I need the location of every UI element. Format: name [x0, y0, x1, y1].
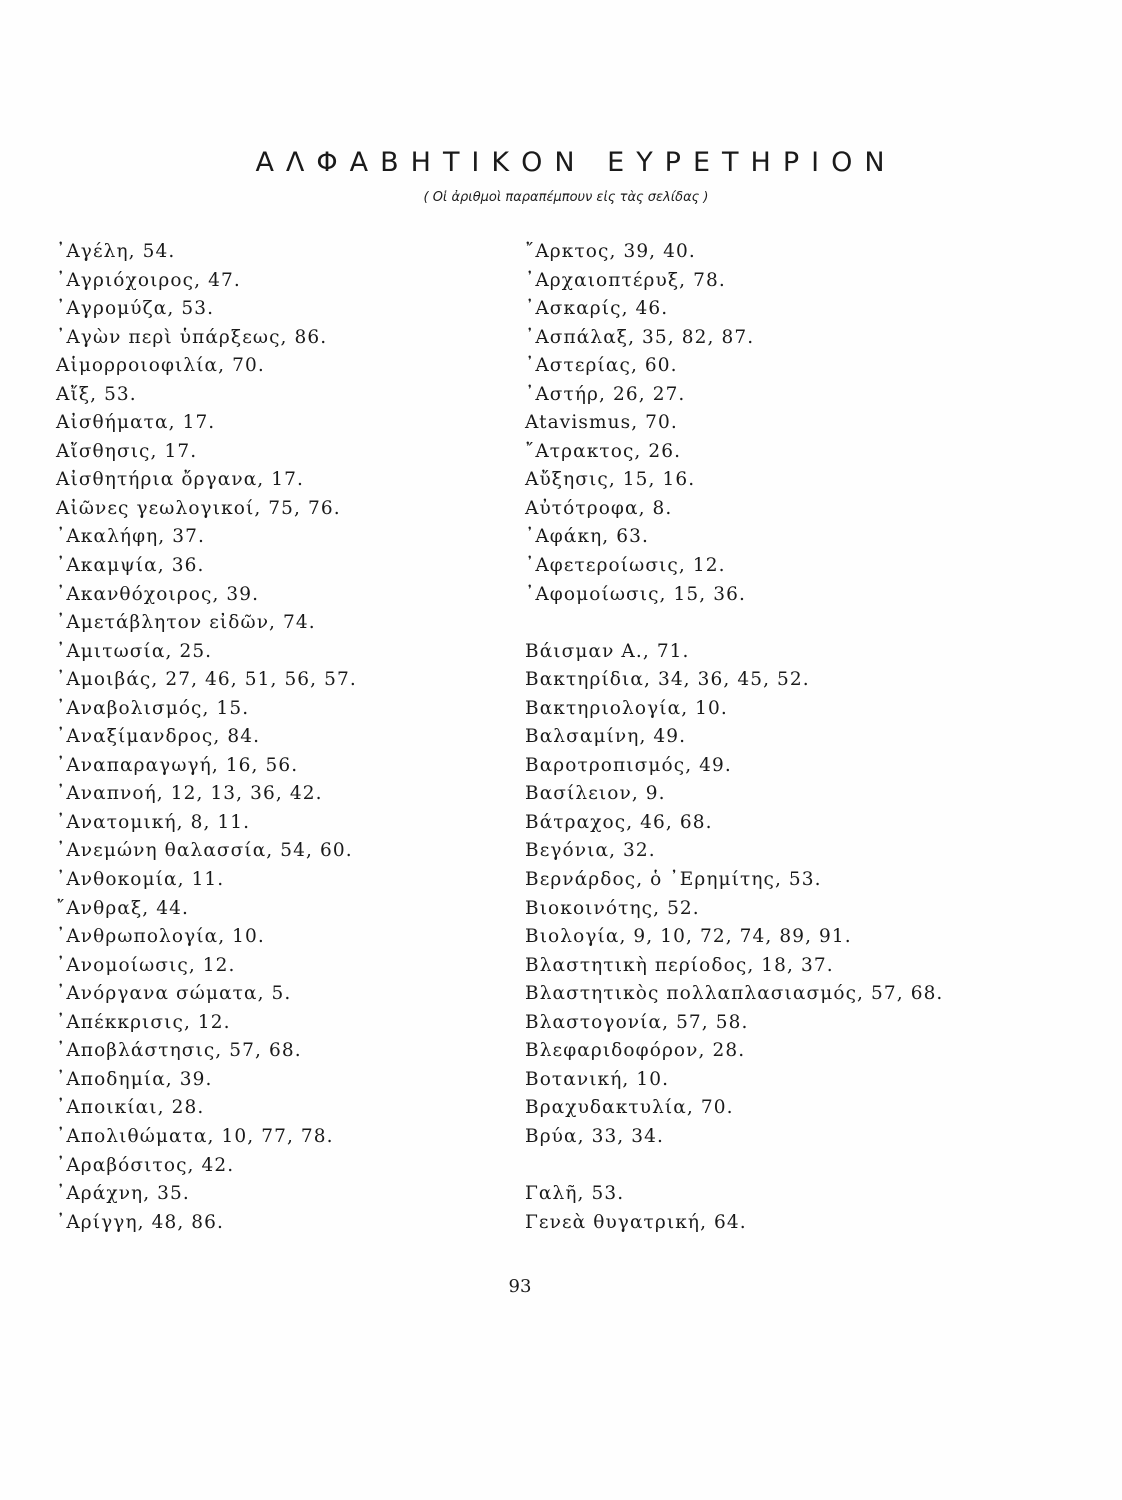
index-entry: ᾿Αποδημία, 39.	[56, 1068, 213, 1090]
index-entry: ᾿Αγέλη, 54.	[56, 241, 176, 262]
index-entry: Βερνάρδος, ὁ ᾿Ερημίτης, 53.	[525, 869, 822, 891]
index-entry: ᾿Αγὼν περὶ ὑπάρξεως, 86.	[56, 326, 328, 348]
index-entry: ῎Ατρακτος, 26.	[525, 440, 682, 462]
index-entry: Βρύα, 33, 34.	[525, 1125, 664, 1147]
index-entry: Βλαστητικὴ περίοδος, 18, 37.	[525, 954, 834, 976]
index-entry: Βοτανική, 10.	[525, 1068, 670, 1090]
index-entry: Αἰσθητήρια ὄργανα, 17.	[56, 469, 304, 491]
index-entry: ᾿Ανομοίωσις, 12.	[56, 954, 236, 976]
index-entry: ᾿Αστερίας, 60.	[525, 355, 678, 377]
index-entry: ᾿Αρίγγη, 48, 86.	[56, 1211, 225, 1233]
index-entry: ᾿Ακαλήφη, 37.	[56, 526, 205, 548]
index-entry: ᾿Αποικίαι, 28.	[56, 1097, 205, 1119]
index-column-right	[525, 238, 1045, 1237]
index-entry: ᾿Αφάκη, 63.	[525, 526, 649, 548]
index-entry: ᾿Ακαμψία, 36.	[56, 555, 205, 577]
index-entry: Αἰῶνες γεωλογικοί, 75, 76.	[56, 497, 341, 519]
index-entry: ᾿Αναπνοή, 12, 13, 36, 42.	[56, 783, 323, 805]
index-entry: Βασίλειον, 9.	[525, 783, 666, 805]
index-entry: ᾿Ανθοκομία, 11.	[56, 869, 225, 891]
index-entry: ᾿Αποβλάστησις, 57, 68.	[56, 1040, 302, 1062]
index-column-left	[56, 238, 516, 1237]
index-entry: ᾿Αμοιβάς, 27, 46, 51, 56, 57.	[56, 669, 357, 691]
index-entry: Αἰσθήματα, 17.	[56, 412, 216, 434]
index-entry: ᾿Ανόργανα σώματα, 5.	[56, 983, 292, 1005]
page-title: ΑΛΦΑΒΗΤΙΚΟΝ ΕΥΡΕΤΗΡΙΟΝ	[255, 147, 897, 178]
index-entry: ᾿Αμιτωσία, 25.	[56, 640, 213, 662]
index-entry: Βαλσαμίνη, 49.	[525, 726, 687, 748]
index-entry: Αὔξησις, 15, 16.	[525, 469, 696, 491]
index-entry: ᾿Αναξίμανδρος, 84.	[56, 726, 261, 748]
index-entry: Βραχυδακτυλία, 70.	[525, 1097, 734, 1119]
index-entry: ᾿Απέκκρισις, 12.	[56, 1011, 231, 1033]
index-entry: ᾿Αραβόσιτος, 42.	[56, 1154, 235, 1176]
index-entry: Βλαστογονία, 57, 58.	[525, 1011, 749, 1033]
index-entry: ᾿Ανατομική, 8, 11.	[56, 811, 251, 833]
index-entry: ᾿Αγριόχοιρος, 47.	[56, 269, 241, 291]
index-entry: Γενεὰ θυγατρική, 64.	[525, 1211, 747, 1233]
index-entry: ᾿Αγρομύζα, 53.	[56, 298, 215, 320]
index-entry: Βλαστητικὸς πολλαπλασιασμός, 57, 68.	[525, 983, 944, 1005]
index-entry: ᾿Ανθρωπολογία, 10.	[56, 926, 265, 948]
index-entry: Βεγόνια, 32.	[525, 840, 656, 862]
index-entry: Βιοκοινότης, 52.	[525, 897, 700, 919]
index-entry: ᾿Αφομοίωσις, 15, 36.	[525, 583, 746, 605]
index-entry: Βακτηριολογία, 10.	[525, 697, 728, 719]
index-entry: ᾿Ασκαρίς, 46.	[525, 298, 669, 320]
index-entry: Atavismus, 70.	[525, 412, 678, 434]
index-entry: ᾿Αναβολισμός, 15.	[56, 697, 250, 719]
index-entry: ῎Αρκτος, 39, 40.	[525, 241, 696, 262]
index-entry: Αἴσθησις, 17.	[56, 440, 198, 462]
page-subtitle: ( Οἱ ἀριθμοὶ παραπέμπουν εἰς τὰς σελίδας )	[423, 190, 709, 205]
index-entry: ᾿Ακανθόχοιρος, 39.	[56, 583, 260, 605]
index-entry: ᾿Αστήρ, 26, 27.	[525, 383, 686, 405]
page-number: 93	[508, 1276, 532, 1297]
index-entry: ᾿Ανεμώνη θαλασσία, 54, 60.	[56, 840, 353, 862]
index-entry: Αὐτότροφα, 8.	[525, 497, 673, 519]
index-entry: Βάισμαν Α., 71.	[525, 640, 690, 662]
index-entry: ᾿Απολιθώματα, 10, 77, 78.	[56, 1125, 334, 1147]
index-entry: Αἱμορροιοφιλία, 70.	[56, 355, 265, 377]
index-entry: Βλεφαριδοφόρον, 28.	[525, 1040, 746, 1062]
index-entry: Αἴξ, 53.	[56, 383, 137, 405]
index-entry: Βαροτροπισμός, 49.	[525, 754, 732, 776]
index-entry: Βακτηρίδια, 34, 36, 45, 52.	[525, 669, 810, 691]
index-entry: Βάτραχος, 46, 68.	[525, 811, 713, 833]
index-entry: ᾿Αράχνη, 35.	[56, 1183, 190, 1205]
index-entry: ᾿Αναπαραγωγή, 16, 56.	[56, 754, 299, 776]
index-entry: ῎Ανθραξ, 44.	[56, 897, 189, 919]
index-entry: Βιολογία, 9, 10, 72, 74, 89, 91.	[525, 926, 852, 948]
index-entry: ᾿Αμετάβλητον εἰδῶν, 74.	[56, 612, 316, 634]
index-entry: ᾿Αφετεροίωσις, 12.	[525, 555, 726, 577]
index-entry: Γαλῆ, 53.	[525, 1183, 625, 1205]
index-entry: ᾿Αρχαιοπτέρυξ, 78.	[525, 269, 726, 291]
index-entry: ᾿Ασπάλαξ, 35, 82, 87.	[525, 326, 755, 348]
